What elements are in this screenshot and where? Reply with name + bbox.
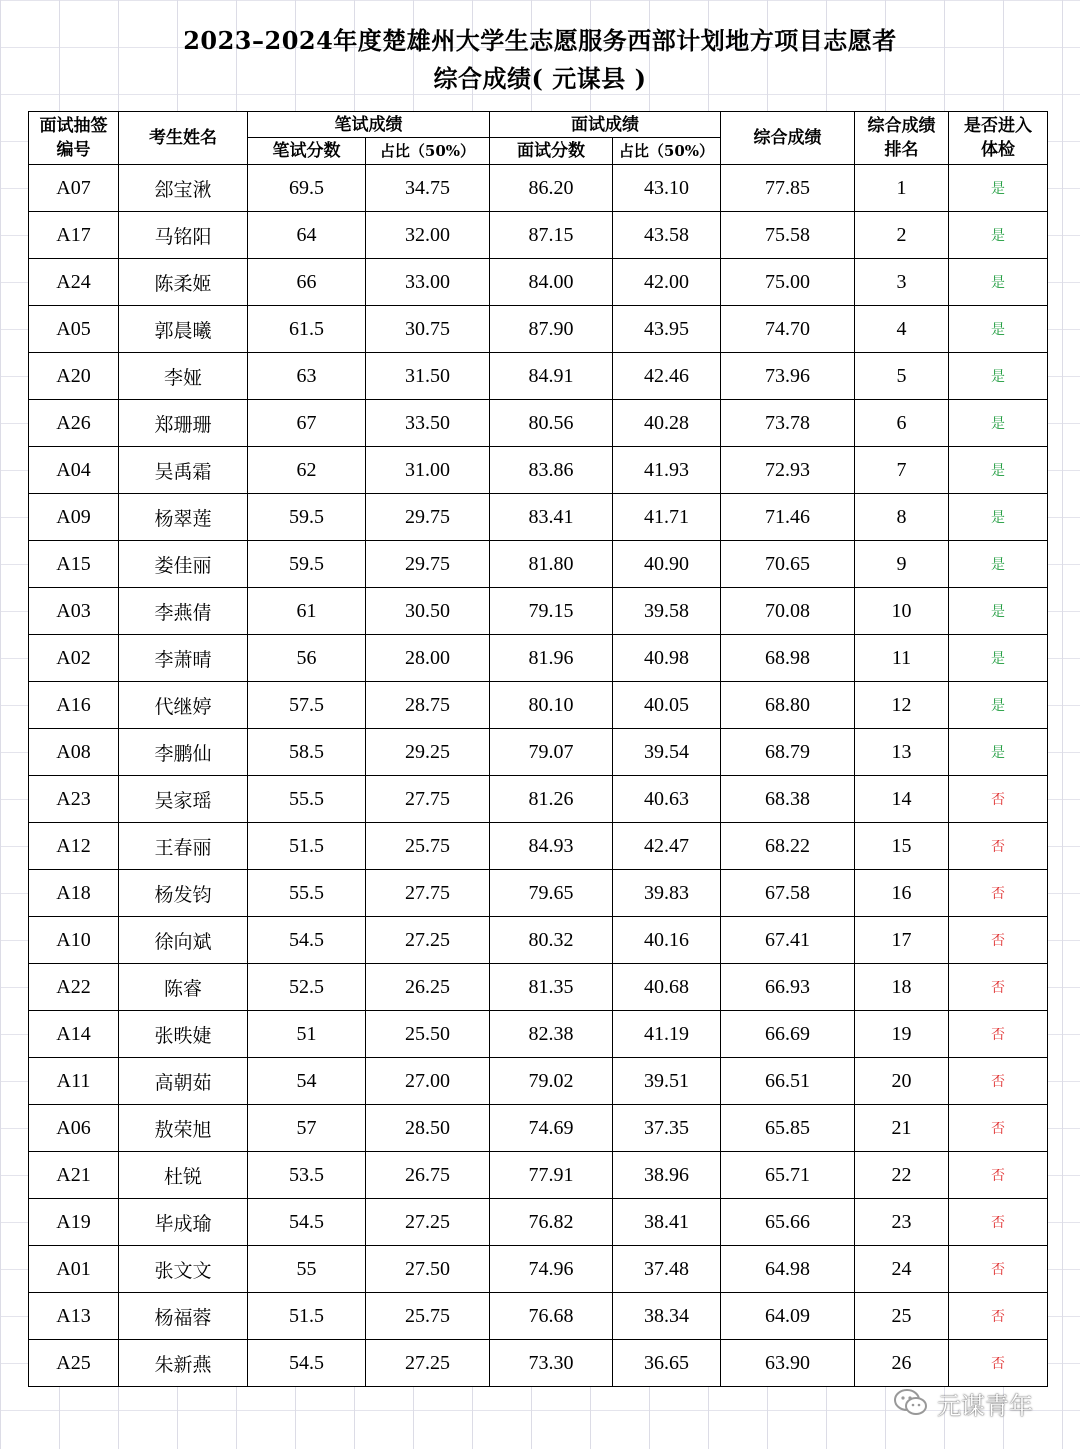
cell-total-score: 74.70 bbox=[721, 306, 855, 353]
cell-interview-score: 84.93 bbox=[490, 823, 613, 870]
table-row bbox=[29, 635, 1048, 682]
table-row bbox=[29, 1340, 1048, 1387]
watermark-text: 元谋青年 bbox=[937, 1391, 1033, 1420]
cell-physical-exam-status: 否 bbox=[949, 1199, 1048, 1246]
cell-candidate-name: 王春丽 bbox=[119, 823, 248, 870]
cell-written-pct: 34.75 bbox=[366, 165, 490, 212]
cell-interview-score: 79.02 bbox=[490, 1058, 613, 1105]
cell-written-score: 57 bbox=[248, 1105, 366, 1152]
cell-rank: 10 bbox=[855, 588, 949, 635]
cell-interview-pct: 39.58 bbox=[613, 588, 721, 635]
header-draw-number-line1: 面试抽签 bbox=[39, 116, 108, 136]
cell-total-score: 68.79 bbox=[721, 729, 855, 776]
cell-candidate-name: 朱新燕 bbox=[119, 1340, 248, 1387]
cell-draw-number: A22 bbox=[29, 964, 119, 1011]
header-interview-score: 面试分数 bbox=[490, 138, 613, 165]
cell-draw-number: A25 bbox=[29, 1340, 119, 1387]
cell-draw-number: A17 bbox=[29, 212, 119, 259]
cell-written-score: 69.5 bbox=[248, 165, 366, 212]
cell-total-score: 75.58 bbox=[721, 212, 855, 259]
cell-draw-number: A11 bbox=[29, 1058, 119, 1105]
cell-written-score: 51.5 bbox=[248, 823, 366, 870]
cell-interview-pct: 40.98 bbox=[613, 635, 721, 682]
cell-rank: 4 bbox=[855, 306, 949, 353]
cell-draw-number: A03 bbox=[29, 588, 119, 635]
cell-written-pct: 33.00 bbox=[366, 259, 490, 306]
cell-interview-pct: 36.65 bbox=[613, 1340, 721, 1387]
cell-rank: 1 bbox=[855, 165, 949, 212]
cell-written-score: 66 bbox=[248, 259, 366, 306]
cell-written-score: 51 bbox=[248, 1011, 366, 1058]
cell-interview-pct: 40.28 bbox=[613, 400, 721, 447]
cell-draw-number: A14 bbox=[29, 1011, 119, 1058]
cell-draw-number: A04 bbox=[29, 447, 119, 494]
table-row bbox=[29, 447, 1048, 494]
cell-rank: 2 bbox=[855, 212, 949, 259]
cell-written-pct: 28.00 bbox=[366, 635, 490, 682]
cell-candidate-name: 郑珊珊 bbox=[119, 400, 248, 447]
cell-physical-exam-status: 是 bbox=[949, 588, 1048, 635]
cell-written-score: 58.5 bbox=[248, 729, 366, 776]
header-draw-number-line2: 编号 bbox=[56, 140, 91, 160]
cell-written-score: 55.5 bbox=[248, 776, 366, 823]
header-written-group: 笔试成绩 bbox=[248, 112, 490, 138]
cell-written-score: 57.5 bbox=[248, 682, 366, 729]
cell-interview-score: 80.10 bbox=[490, 682, 613, 729]
cell-written-pct: 28.75 bbox=[366, 682, 490, 729]
document-title bbox=[0, 22, 1080, 98]
table-row bbox=[29, 588, 1048, 635]
cell-interview-score: 80.56 bbox=[490, 400, 613, 447]
cell-written-score: 59.5 bbox=[248, 541, 366, 588]
score-table bbox=[28, 111, 1048, 1387]
table-body bbox=[29, 165, 1048, 1387]
cell-interview-pct: 40.63 bbox=[613, 776, 721, 823]
header-written-pct: 占比（50%） bbox=[366, 138, 490, 165]
title-line-1: 2023–2024年度楚雄州大学生志愿服务西部计划地方项目志愿者 bbox=[183, 26, 897, 55]
cell-interview-score: 74.69 bbox=[490, 1105, 613, 1152]
cell-total-score: 64.98 bbox=[721, 1246, 855, 1293]
cell-draw-number: A09 bbox=[29, 494, 119, 541]
cell-physical-exam-status: 是 bbox=[949, 353, 1048, 400]
cell-written-pct: 25.75 bbox=[366, 823, 490, 870]
cell-written-score: 61.5 bbox=[248, 306, 366, 353]
cell-interview-score: 74.96 bbox=[490, 1246, 613, 1293]
cell-candidate-name: 杨发钧 bbox=[119, 870, 248, 917]
cell-rank: 16 bbox=[855, 870, 949, 917]
header-rank-line1: 综合成绩 bbox=[867, 116, 936, 136]
cell-written-score: 56 bbox=[248, 635, 366, 682]
cell-physical-exam-status: 否 bbox=[949, 1152, 1048, 1199]
cell-rank: 3 bbox=[855, 259, 949, 306]
cell-interview-pct: 39.51 bbox=[613, 1058, 721, 1105]
cell-written-pct: 29.25 bbox=[366, 729, 490, 776]
cell-total-score: 73.78 bbox=[721, 400, 855, 447]
cell-physical-exam-status: 否 bbox=[949, 917, 1048, 964]
table-header bbox=[29, 112, 1048, 165]
header-interview-group: 面试成绩 bbox=[490, 112, 721, 138]
cell-interview-score: 84.91 bbox=[490, 353, 613, 400]
cell-total-score: 66.69 bbox=[721, 1011, 855, 1058]
cell-candidate-name: 陈柔姬 bbox=[119, 259, 248, 306]
cell-written-pct: 25.50 bbox=[366, 1011, 490, 1058]
cell-interview-pct: 37.35 bbox=[613, 1105, 721, 1152]
cell-physical-exam-status: 是 bbox=[949, 494, 1048, 541]
cell-interview-score: 81.26 bbox=[490, 776, 613, 823]
cell-rank: 13 bbox=[855, 729, 949, 776]
title-line-2: 综合成绩( 元谋县 ) bbox=[433, 64, 647, 93]
cell-interview-pct: 40.16 bbox=[613, 917, 721, 964]
cell-candidate-name: 娄佳丽 bbox=[119, 541, 248, 588]
cell-written-pct: 32.00 bbox=[366, 212, 490, 259]
cell-interview-pct: 43.58 bbox=[613, 212, 721, 259]
cell-rank: 21 bbox=[855, 1105, 949, 1152]
cell-interview-pct: 39.83 bbox=[613, 870, 721, 917]
cell-interview-pct: 43.10 bbox=[613, 165, 721, 212]
cell-rank: 7 bbox=[855, 447, 949, 494]
cell-total-score: 66.93 bbox=[721, 964, 855, 1011]
table-row bbox=[29, 400, 1048, 447]
cell-total-score: 72.93 bbox=[721, 447, 855, 494]
cell-candidate-name: 杨福蓉 bbox=[119, 1293, 248, 1340]
cell-physical-exam-status: 否 bbox=[949, 870, 1048, 917]
table-row bbox=[29, 306, 1048, 353]
cell-physical-exam-status: 否 bbox=[949, 823, 1048, 870]
cell-candidate-name: 吴禹霜 bbox=[119, 447, 248, 494]
table-row bbox=[29, 1105, 1048, 1152]
cell-total-score: 73.96 bbox=[721, 353, 855, 400]
table-row bbox=[29, 353, 1048, 400]
cell-total-score: 68.38 bbox=[721, 776, 855, 823]
cell-interview-pct: 41.19 bbox=[613, 1011, 721, 1058]
cell-physical-exam-status: 否 bbox=[949, 1058, 1048, 1105]
cell-written-pct: 29.75 bbox=[366, 541, 490, 588]
cell-written-score: 51.5 bbox=[248, 1293, 366, 1340]
cell-interview-score: 84.00 bbox=[490, 259, 613, 306]
cell-rank: 11 bbox=[855, 635, 949, 682]
cell-total-score: 75.00 bbox=[721, 259, 855, 306]
cell-draw-number: A12 bbox=[29, 823, 119, 870]
cell-written-score: 54 bbox=[248, 1058, 366, 1105]
cell-candidate-name: 毕成瑜 bbox=[119, 1199, 248, 1246]
cell-written-pct: 27.25 bbox=[366, 1199, 490, 1246]
cell-total-score: 70.08 bbox=[721, 588, 855, 635]
cell-draw-number: A01 bbox=[29, 1246, 119, 1293]
cell-interview-score: 80.32 bbox=[490, 917, 613, 964]
cell-draw-number: A13 bbox=[29, 1293, 119, 1340]
cell-draw-number: A26 bbox=[29, 400, 119, 447]
cell-candidate-name: 李娅 bbox=[119, 353, 248, 400]
cell-draw-number: A20 bbox=[29, 353, 119, 400]
cell-written-pct: 30.75 bbox=[366, 306, 490, 353]
cell-total-score: 67.41 bbox=[721, 917, 855, 964]
cell-physical-exam-status: 是 bbox=[949, 635, 1048, 682]
cell-draw-number: A10 bbox=[29, 917, 119, 964]
cell-draw-number: A24 bbox=[29, 259, 119, 306]
cell-total-score: 68.22 bbox=[721, 823, 855, 870]
cell-physical-exam-status: 否 bbox=[949, 776, 1048, 823]
cell-total-score: 65.71 bbox=[721, 1152, 855, 1199]
header-written-score: 笔试分数 bbox=[248, 138, 366, 165]
cell-interview-pct: 41.93 bbox=[613, 447, 721, 494]
cell-physical-exam-status: 是 bbox=[949, 682, 1048, 729]
header-draw-number bbox=[29, 112, 119, 165]
cell-draw-number: A06 bbox=[29, 1105, 119, 1152]
cell-physical-exam-status: 否 bbox=[949, 1011, 1048, 1058]
cell-physical-exam-status: 否 bbox=[949, 1293, 1048, 1340]
cell-candidate-name: 张昳婕 bbox=[119, 1011, 248, 1058]
cell-interview-score: 86.20 bbox=[490, 165, 613, 212]
cell-draw-number: A19 bbox=[29, 1199, 119, 1246]
cell-draw-number: A08 bbox=[29, 729, 119, 776]
cell-written-score: 63 bbox=[248, 353, 366, 400]
cell-written-pct: 27.25 bbox=[366, 1340, 490, 1387]
cell-candidate-name: 代继婷 bbox=[119, 682, 248, 729]
cell-interview-pct: 37.48 bbox=[613, 1246, 721, 1293]
cell-interview-score: 73.30 bbox=[490, 1340, 613, 1387]
cell-physical-exam-status: 是 bbox=[949, 541, 1048, 588]
cell-written-score: 64 bbox=[248, 212, 366, 259]
cell-total-score: 68.80 bbox=[721, 682, 855, 729]
cell-interview-score: 79.07 bbox=[490, 729, 613, 776]
table-row bbox=[29, 729, 1048, 776]
cell-written-pct: 27.00 bbox=[366, 1058, 490, 1105]
table-row bbox=[29, 1199, 1048, 1246]
cell-rank: 5 bbox=[855, 353, 949, 400]
cell-written-pct: 27.75 bbox=[366, 776, 490, 823]
cell-physical-exam-status: 是 bbox=[949, 306, 1048, 353]
cell-written-score: 54.5 bbox=[248, 1340, 366, 1387]
cell-interview-pct: 43.95 bbox=[613, 306, 721, 353]
cell-total-score: 70.65 bbox=[721, 541, 855, 588]
table-row bbox=[29, 1293, 1048, 1340]
cell-rank: 19 bbox=[855, 1011, 949, 1058]
header-candidate-name: 考生姓名 bbox=[119, 112, 248, 165]
cell-rank: 14 bbox=[855, 776, 949, 823]
cell-draw-number: A02 bbox=[29, 635, 119, 682]
cell-interview-pct: 38.96 bbox=[613, 1152, 721, 1199]
cell-written-pct: 29.75 bbox=[366, 494, 490, 541]
cell-physical-exam-status: 否 bbox=[949, 1105, 1048, 1152]
cell-candidate-name: 陈睿 bbox=[119, 964, 248, 1011]
cell-candidate-name: 李燕倩 bbox=[119, 588, 248, 635]
cell-total-score: 67.58 bbox=[721, 870, 855, 917]
cell-draw-number: A15 bbox=[29, 541, 119, 588]
cell-interview-score: 81.35 bbox=[490, 964, 613, 1011]
table-row bbox=[29, 682, 1048, 729]
cell-physical-exam-status: 是 bbox=[949, 165, 1048, 212]
cell-rank: 24 bbox=[855, 1246, 949, 1293]
cell-interview-pct: 40.05 bbox=[613, 682, 721, 729]
wechat-icon bbox=[893, 1388, 929, 1418]
cell-candidate-name: 杨翠莲 bbox=[119, 494, 248, 541]
cell-written-score: 67 bbox=[248, 400, 366, 447]
cell-written-pct: 26.25 bbox=[366, 964, 490, 1011]
cell-total-score: 63.90 bbox=[721, 1340, 855, 1387]
cell-interview-pct: 38.34 bbox=[613, 1293, 721, 1340]
table-row bbox=[29, 165, 1048, 212]
cell-rank: 22 bbox=[855, 1152, 949, 1199]
table-row bbox=[29, 494, 1048, 541]
header-physical-exam bbox=[949, 112, 1048, 165]
cell-interview-score: 87.15 bbox=[490, 212, 613, 259]
cell-written-pct: 33.50 bbox=[366, 400, 490, 447]
cell-physical-exam-status: 否 bbox=[949, 1246, 1048, 1293]
table-row bbox=[29, 776, 1048, 823]
cell-rank: 26 bbox=[855, 1340, 949, 1387]
cell-candidate-name: 郐宝湫 bbox=[119, 165, 248, 212]
table-row bbox=[29, 823, 1048, 870]
cell-draw-number: A07 bbox=[29, 165, 119, 212]
cell-interview-score: 83.41 bbox=[490, 494, 613, 541]
table-row bbox=[29, 964, 1048, 1011]
cell-physical-exam-status: 是 bbox=[949, 259, 1048, 306]
cell-interview-score: 76.82 bbox=[490, 1199, 613, 1246]
cell-interview-score: 81.96 bbox=[490, 635, 613, 682]
header-rank-line2: 排名 bbox=[884, 140, 919, 160]
cell-interview-score: 81.80 bbox=[490, 541, 613, 588]
cell-written-pct: 27.25 bbox=[366, 917, 490, 964]
cell-rank: 20 bbox=[855, 1058, 949, 1105]
cell-interview-pct: 39.54 bbox=[613, 729, 721, 776]
cell-rank: 23 bbox=[855, 1199, 949, 1246]
cell-written-pct: 27.50 bbox=[366, 1246, 490, 1293]
header-total-score: 综合成绩 bbox=[721, 112, 855, 165]
cell-written-score: 55 bbox=[248, 1246, 366, 1293]
cell-physical-exam-status: 否 bbox=[949, 1340, 1048, 1387]
cell-draw-number: A05 bbox=[29, 306, 119, 353]
cell-candidate-name: 张文文 bbox=[119, 1246, 248, 1293]
cell-interview-score: 83.86 bbox=[490, 447, 613, 494]
cell-candidate-name: 马铭阳 bbox=[119, 212, 248, 259]
cell-written-pct: 31.00 bbox=[366, 447, 490, 494]
cell-interview-pct: 40.90 bbox=[613, 541, 721, 588]
table-row bbox=[29, 1011, 1048, 1058]
cell-draw-number: A18 bbox=[29, 870, 119, 917]
watermark bbox=[893, 1383, 1033, 1423]
cell-interview-score: 87.90 bbox=[490, 306, 613, 353]
cell-interview-pct: 40.68 bbox=[613, 964, 721, 1011]
table-row bbox=[29, 212, 1048, 259]
cell-candidate-name: 杜锐 bbox=[119, 1152, 248, 1199]
table-row bbox=[29, 1246, 1048, 1293]
cell-written-score: 54.5 bbox=[248, 1199, 366, 1246]
cell-written-score: 59.5 bbox=[248, 494, 366, 541]
cell-written-pct: 30.50 bbox=[366, 588, 490, 635]
cell-rank: 6 bbox=[855, 400, 949, 447]
cell-written-score: 62 bbox=[248, 447, 366, 494]
table-row bbox=[29, 259, 1048, 306]
cell-written-score: 54.5 bbox=[248, 917, 366, 964]
cell-interview-pct: 38.41 bbox=[613, 1199, 721, 1246]
cell-interview-pct: 42.46 bbox=[613, 353, 721, 400]
cell-physical-exam-status: 是 bbox=[949, 212, 1048, 259]
table-row bbox=[29, 1152, 1048, 1199]
cell-interview-score: 82.38 bbox=[490, 1011, 613, 1058]
cell-physical-exam-status: 是 bbox=[949, 447, 1048, 494]
cell-written-score: 61 bbox=[248, 588, 366, 635]
cell-rank: 25 bbox=[855, 1293, 949, 1340]
cell-draw-number: A23 bbox=[29, 776, 119, 823]
table-row bbox=[29, 541, 1048, 588]
table-row bbox=[29, 870, 1048, 917]
cell-physical-exam-status: 是 bbox=[949, 400, 1048, 447]
cell-interview-score: 79.65 bbox=[490, 870, 613, 917]
cell-candidate-name: 高朝茹 bbox=[119, 1058, 248, 1105]
cell-physical-exam-status: 是 bbox=[949, 729, 1048, 776]
header-rank bbox=[855, 112, 949, 165]
cell-candidate-name: 李鹏仙 bbox=[119, 729, 248, 776]
cell-candidate-name: 郭晨曦 bbox=[119, 306, 248, 353]
header-physical-exam-line1: 是否进入 bbox=[964, 116, 1032, 136]
cell-total-score: 66.51 bbox=[721, 1058, 855, 1105]
cell-rank: 17 bbox=[855, 917, 949, 964]
cell-interview-score: 77.91 bbox=[490, 1152, 613, 1199]
cell-total-score: 68.98 bbox=[721, 635, 855, 682]
header-interview-pct: 占比（50%） bbox=[613, 138, 721, 165]
cell-interview-score: 76.68 bbox=[490, 1293, 613, 1340]
cell-interview-pct: 41.71 bbox=[613, 494, 721, 541]
cell-written-score: 53.5 bbox=[248, 1152, 366, 1199]
cell-written-score: 52.5 bbox=[248, 964, 366, 1011]
cell-candidate-name: 徐向斌 bbox=[119, 917, 248, 964]
cell-rank: 8 bbox=[855, 494, 949, 541]
cell-candidate-name: 敖荣旭 bbox=[119, 1105, 248, 1152]
cell-written-score: 55.5 bbox=[248, 870, 366, 917]
cell-total-score: 71.46 bbox=[721, 494, 855, 541]
cell-rank: 12 bbox=[855, 682, 949, 729]
cell-candidate-name: 吴家瑶 bbox=[119, 776, 248, 823]
cell-physical-exam-status: 否 bbox=[949, 964, 1048, 1011]
cell-candidate-name: 李萧晴 bbox=[119, 635, 248, 682]
cell-draw-number: A16 bbox=[29, 682, 119, 729]
cell-interview-pct: 42.47 bbox=[613, 823, 721, 870]
cell-written-pct: 27.75 bbox=[366, 870, 490, 917]
cell-total-score: 65.66 bbox=[721, 1199, 855, 1246]
cell-interview-score: 79.15 bbox=[490, 588, 613, 635]
cell-written-pct: 26.75 bbox=[366, 1152, 490, 1199]
table-row bbox=[29, 1058, 1048, 1105]
cell-rank: 9 bbox=[855, 541, 949, 588]
cell-total-score: 65.85 bbox=[721, 1105, 855, 1152]
table-row bbox=[29, 917, 1048, 964]
cell-written-pct: 31.50 bbox=[366, 353, 490, 400]
cell-written-pct: 25.75 bbox=[366, 1293, 490, 1340]
cell-rank: 18 bbox=[855, 964, 949, 1011]
header-physical-exam-line2: 体检 bbox=[981, 140, 1015, 160]
cell-total-score: 64.09 bbox=[721, 1293, 855, 1340]
cell-rank: 15 bbox=[855, 823, 949, 870]
cell-written-pct: 28.50 bbox=[366, 1105, 490, 1152]
cell-total-score: 77.85 bbox=[721, 165, 855, 212]
cell-draw-number: A21 bbox=[29, 1152, 119, 1199]
cell-interview-pct: 42.00 bbox=[613, 259, 721, 306]
